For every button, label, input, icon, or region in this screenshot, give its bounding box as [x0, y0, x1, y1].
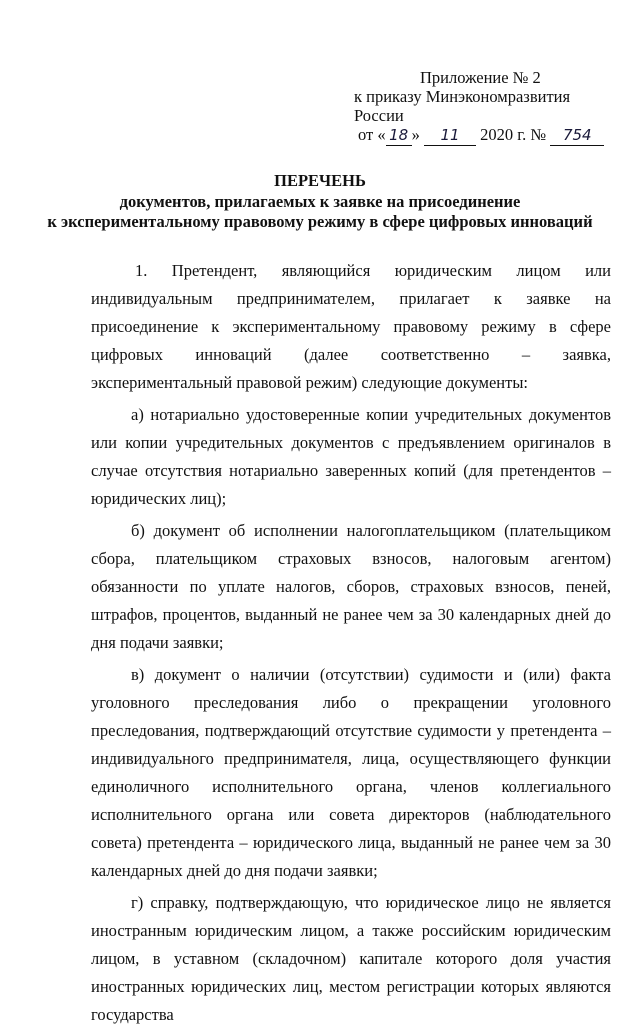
paragraph-g: г) справку, подтверждающую, что юридическое лицо не является иностранным юридическим лицом, а также российским юридическим лицом, в уставном (складочном) капитале которого доля участия иностранных юридических лиц, местом регистрации которых являются государства: [91, 893, 611, 1024]
document-subtitle-line-2: к экспериментальному правовому режиму в сфере цифровых инноваций: [47, 212, 593, 231]
appendix-header: [340, 68, 602, 146]
paragraph-b: б) документ об исполнении налогоплательщиком (плательщиком сбора, плательщиком страховых взносов, налоговым агентом) обязанности по уплате налогов, сборов, страховых взносов, пеней, штрафов, процентов, выданный не ранее чем за 30 календарных дней до дня подачи заявки;: [91, 521, 611, 652]
handwritten-order-number: 754: [550, 126, 604, 146]
document-title: ПЕРЕЧЕНЬ: [274, 171, 366, 190]
paragraph-a: а) нотариально удостоверенные копии учредительных документов или копии учредительных документов с предъявлением оригиналов в случае отсутствия нотариально заверенных копий (для претендентов – юридических лиц);: [91, 405, 611, 508]
date-quote: »: [411, 125, 420, 144]
handwritten-month: 11: [424, 126, 476, 146]
date-year: 2020 г. №: [480, 125, 547, 144]
handwritten-day: 18: [386, 126, 412, 146]
date-prefix: от «: [358, 125, 386, 144]
appendix-title: Приложение № 2: [420, 68, 541, 87]
appendix-order-reference: к приказу Минэкономразвития России: [354, 87, 571, 125]
document-subtitle-line-1: документов, прилагаемых к заявке на присоединение: [119, 192, 521, 211]
paragraph-v: в) документ о наличии (отсутствии) судимости и (или) факта уголовного преследования либо о прекращении уголовного преследования, подтверждающий отсутствие судимости у претендента – индивидуального предпринимателя, лица, осуществляющего функции единоличного исполнительного органа, членов коллегиального исполнительного органа или совета директоров (наблюдательного совета) претендента – юридического лица, выданный не ранее чем за 30 календарных дней до дня подачи заявки;: [91, 665, 611, 880]
appendix-date-line: [340, 125, 602, 146]
paragraph-1: 1. Претендент, являющийся юридическим лицом или индивидуальным предпринимателем, прилагает к заявке на присоединение к экспериментальному правовому режиму в сфере цифровых инноваций (далее соответственно – заявка, экспериментальный правовой режим) следующие документы:: [91, 261, 611, 392]
document-body: [91, 257, 611, 1029]
